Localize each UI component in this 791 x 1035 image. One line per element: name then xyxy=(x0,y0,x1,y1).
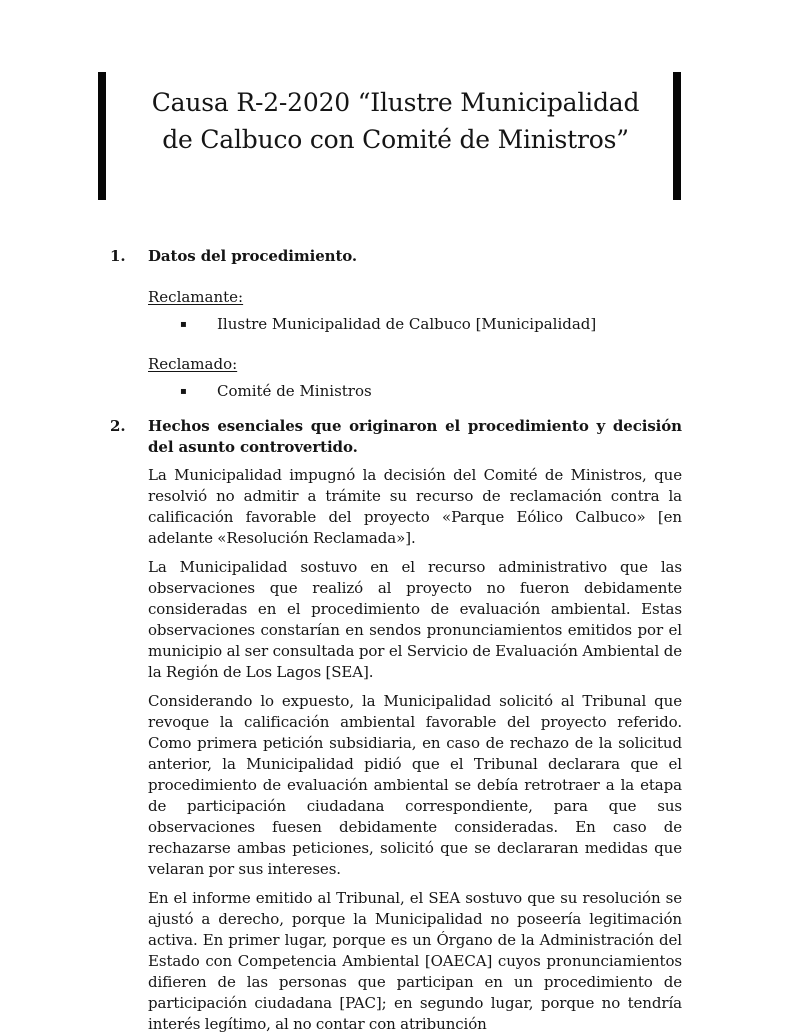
section-heading: Hechos esenciales que originaron el procedimiento y decisión del asunto controvertido. xyxy=(148,417,682,456)
paragraph: En el informe emitido al Tribunal, el SEA sostuvo que su resolución se ajustó a derecho, porque la Municipalidad no poseería legitimación activa. En primer lugar, porque es un Órgano de la Administración del Estado con Competencia Ambiental [OAECA] cuyos pronunciamientos difieren de las personas que participan en un procedimiento de participación ciudadana [PAC]; en segundo lugar, porque no tendría interés legítimo, al no contar con atribunción xyxy=(148,889,682,1033)
section-datos-del-procedimiento xyxy=(110,246,682,402)
square-bullet-icon: ▪ xyxy=(180,319,187,330)
party-name-reclamado: Comité de Ministros xyxy=(217,382,372,400)
section-body xyxy=(148,465,682,1035)
paragraph: La Municipalidad sostuvo en el recurso administrativo que las observaciones que realizó al proyecto no fueron debidamente consideradas en el procedimiento de evaluación ambiental. Estas observaciones constarían en sendos pronunciamientos emitidos por el municipio al ser consultada por el Servicio de Evaluación Ambiental de la Región de Los Lagos [SEA]. xyxy=(148,558,682,681)
section-number: 2. xyxy=(110,417,126,435)
party-name-reclamante: Ilustre Municipalidad de Calbuco [Municipalidad] xyxy=(217,315,597,333)
list-item xyxy=(180,381,682,402)
title-right-bar xyxy=(673,72,681,200)
document-title-block xyxy=(0,0,791,200)
title-left-bar xyxy=(98,72,106,200)
list-item xyxy=(180,314,682,335)
document-body xyxy=(110,246,682,1035)
document-title: Causa R-2-2020 “Ilustre Municipalidad de Calbuco con Comité de Ministros” xyxy=(151,88,640,154)
section-number: 1. xyxy=(110,247,126,265)
section-body xyxy=(148,287,682,402)
party-label-reclamante: Reclamante: xyxy=(148,288,244,306)
section-hechos-esenciales xyxy=(110,416,682,1035)
paragraph: La Municipalidad impugnó la decisión del Comité de Ministros, que resolvió no admitir a trámite su recurso de reclamación contra la calificación favorable del proyecto «Parque Eólico Calbuco» [en adelante «Resolución Reclamada»]. xyxy=(148,466,682,547)
paragraph: Considerando lo expuesto, la Municipalidad solicitó al Tribunal que revoque la calificación ambiental favorable del proyecto referido. Como primera petición subsidiaria, en caso de rechazo de la solicitud anterior, la Municipalidad pidió que el Tribunal declarara que el procedimiento de evaluación ambiental se debía retrotraer a la etapa de participación ciudadana correspondiente, para que sus observaciones fuesen debidamente consideradas. En caso de rechazarse ambas peticiones, solicitó que se declararan medidas que velaran por sus intereses. xyxy=(148,692,682,878)
square-bullet-icon: ▪ xyxy=(180,386,187,397)
section-heading-row xyxy=(110,416,682,458)
party-label-reclamado: Reclamado: xyxy=(148,355,238,373)
section-heading-row xyxy=(110,246,682,267)
section-heading: Datos del procedimiento. xyxy=(148,247,358,265)
